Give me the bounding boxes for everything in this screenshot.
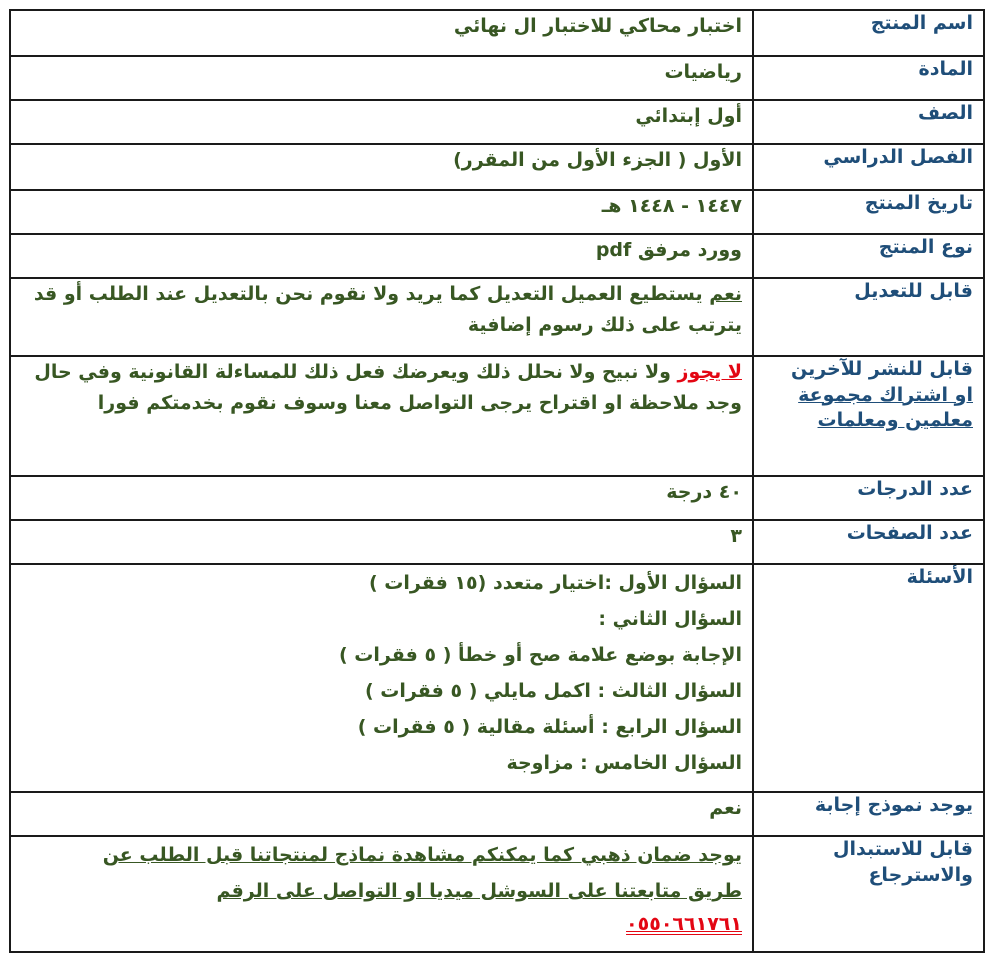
row-label: تاريخ المنتج [753, 190, 984, 234]
share-label [753, 356, 984, 476]
subject-value: رياضيات [10, 56, 753, 100]
question-line: السؤال الرابع : أسئلة مقالية ( ٥ فقرات ) [357, 716, 742, 738]
grade-value: أول إبتدائي [10, 100, 753, 144]
answer-key-value: نعم [10, 792, 753, 836]
share-label-line: قابل للنشر للآخرين [790, 358, 973, 380]
row-label: قابل للتعديل [753, 278, 984, 356]
row-label: يوجد نموذج إجابة [753, 792, 984, 836]
table-row [10, 564, 984, 792]
row-label: عدد الدرجات [753, 476, 984, 520]
questions-value [10, 564, 753, 792]
table-row [10, 792, 984, 836]
table-row [10, 10, 984, 56]
product-type-value: وورد مرفق pdf [10, 234, 753, 278]
table-row [10, 520, 984, 564]
table-row [10, 356, 984, 476]
row-label: اسم المنتج [753, 10, 984, 56]
refund-line: طريق متابعتنا على السوشل ميديا او التواصل على الرقم [216, 880, 742, 902]
question-line: السؤال الثالث : اكمل مايلي ( ٥ فقرات ) [365, 680, 742, 702]
phone-number[interactable]: ٠٥٥٠٦٦١٧٦١ [626, 913, 742, 935]
share-label-line: او اشتراك مجموعة [798, 383, 973, 406]
question-line: السؤال الخامس : مزاوجة [506, 752, 742, 774]
table-row [10, 836, 984, 952]
share-text: ولا نبيح ولا نحلل ذلك ويعرضك فعل ذلك للمساءلة القانونية وفي حال وجد ملاحظة او اقتراح يرجى التواصل معنا وسوف نقوم بخدمتكم فورا [34, 361, 742, 415]
question-line: السؤال الثاني : [598, 608, 742, 630]
editable-yes: نعم [709, 283, 742, 305]
table-row [10, 234, 984, 278]
semester-value: الأول ( الجزء الأول من المقرر) [10, 144, 753, 190]
share-label-line: معلمين ومعلمات [817, 409, 973, 432]
product-spec-table [9, 9, 985, 953]
refund-line: يوجد ضمان ذهبي كما يمكنكم مشاهدة نماذج لمنتجاتنا قبل الطلب عن [102, 844, 742, 866]
refund-value [10, 836, 753, 952]
editable-value [10, 278, 753, 356]
refund-label-line: والاسترجاع [868, 863, 973, 886]
pages-value: ٣ [10, 520, 753, 564]
refund-label-line: قابل للاستبدال [832, 838, 973, 860]
grades-value: ٤٠ درجة [10, 476, 753, 520]
date-value: ١٤٤٧ - ١٤٤٨ هـ [10, 190, 753, 234]
product-name-value: اختبار محاكي للاختبار ال نهائي [10, 10, 753, 56]
table-row [10, 476, 984, 520]
question-line: الإجابة بوضع علامة صح أو خطأ ( ٥ فقرات ) [339, 644, 742, 666]
table-row [10, 190, 984, 234]
refund-label [753, 836, 984, 952]
share-value [10, 356, 753, 476]
editable-text: يستطيع العميل التعديل كما يريد ولا نقوم نحن بالتعديل عند الطلب أو قد يترتب على ذلك رسوم إضافية [33, 283, 742, 337]
question-line: السؤال الأول :اختيار متعدد (١٥ فقرات ) [368, 572, 742, 594]
row-label: الصف [753, 100, 984, 144]
row-label: الأسئلة [753, 564, 984, 792]
table-row [10, 278, 984, 356]
table-row [10, 56, 984, 100]
row-label: عدد الصفحات [753, 520, 984, 564]
row-label: نوع المنتج [753, 234, 984, 278]
row-label: المادة [753, 56, 984, 100]
table-row [10, 100, 984, 144]
row-label: الفصل الدراسي [753, 144, 984, 190]
table-row [10, 144, 984, 190]
not-allowed-text: لا يجوز [677, 361, 742, 383]
